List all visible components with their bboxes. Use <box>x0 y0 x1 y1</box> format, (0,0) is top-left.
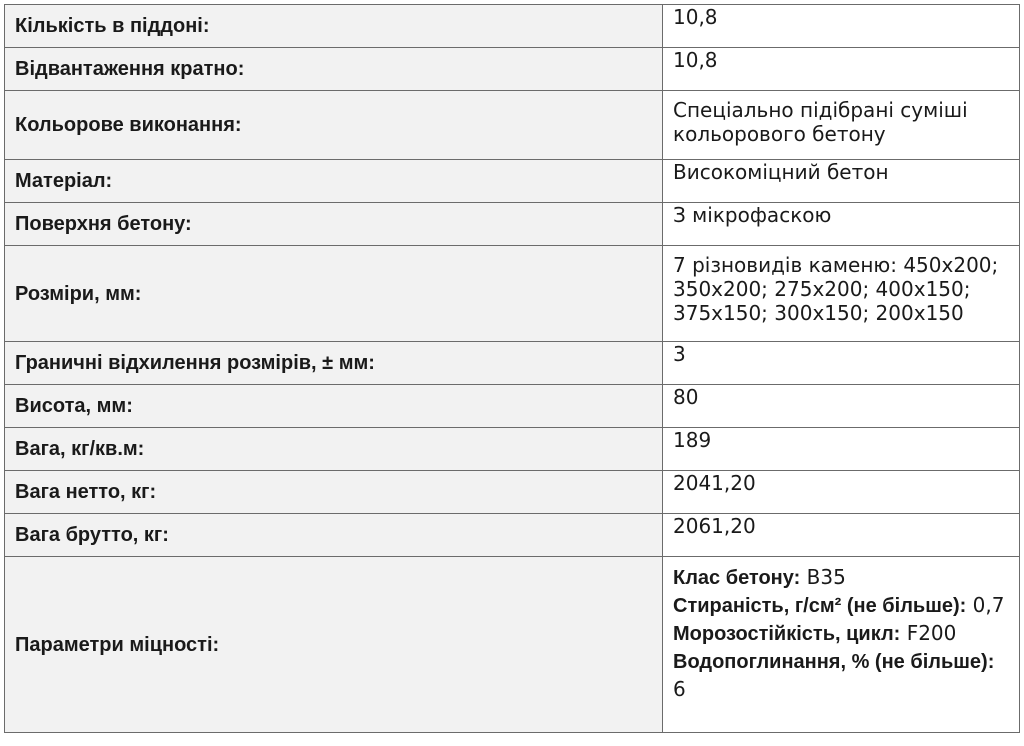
row-value: 2041,20 <box>663 471 1020 514</box>
row-label: Відвантаження кратно: <box>5 48 663 91</box>
param-name: Водопоглинання, % (не більше): <box>673 651 995 673</box>
row-value: 2061,20 <box>663 514 1020 557</box>
row-label: Кількість в піддоні: <box>5 5 663 48</box>
row-value: З мікрофаскою <box>663 203 1020 246</box>
table-row <box>5 385 1020 428</box>
table-row <box>5 5 1020 48</box>
row-value: 10,8 <box>663 5 1020 48</box>
row-label: Висота, мм: <box>5 385 663 428</box>
table-row <box>5 342 1020 385</box>
table-row <box>5 514 1020 557</box>
strength-param <box>673 592 1009 620</box>
row-label: Вага, кг/кв.м: <box>5 428 663 471</box>
param-value: B35 <box>806 565 846 589</box>
table-row <box>5 203 1020 246</box>
strength-params <box>663 557 1020 733</box>
strength-param <box>673 620 1009 648</box>
row-value: 10,8 <box>663 48 1020 91</box>
row-label: Вага брутто, кг: <box>5 514 663 557</box>
table-row <box>5 428 1020 471</box>
row-value: Високоміцний бетон <box>663 160 1020 203</box>
row-label: Граничні відхилення розмірів, ± мм: <box>5 342 663 385</box>
table-row <box>5 48 1020 91</box>
row-value: 3 <box>663 342 1020 385</box>
param-name: Клас бетону: <box>673 567 801 589</box>
row-label: Параметри міцності: <box>5 557 663 733</box>
row-label: Матеріал: <box>5 160 663 203</box>
param-name: Стираність, г/см² (не більше): <box>673 595 967 617</box>
table-row <box>5 160 1020 203</box>
row-label: Поверхня бетону: <box>5 203 663 246</box>
table-row <box>5 91 1020 160</box>
param-value: 6 <box>673 677 686 701</box>
row-label: Розміри, мм: <box>5 246 663 342</box>
strength-param <box>673 648 1009 703</box>
table-row-strength <box>5 557 1020 733</box>
spec-table <box>4 4 1020 733</box>
param-value: F200 <box>906 621 957 645</box>
param-name: Морозостійкість, цикл: <box>673 623 901 645</box>
row-value: Спеціально підібрані суміші кольорового бетону <box>663 91 1020 160</box>
row-value: 7 різновидів каменю: 450x200; 350x200; 275x200; 400x150; 375x150; 300x150; 200x150 <box>663 246 1020 342</box>
row-value: 80 <box>663 385 1020 428</box>
table-row <box>5 471 1020 514</box>
row-label: Кольорове виконання: <box>5 91 663 160</box>
strength-param <box>673 564 1009 592</box>
table-row <box>5 246 1020 342</box>
row-value: 189 <box>663 428 1020 471</box>
row-label: Вага нетто, кг: <box>5 471 663 514</box>
param-value: 0,7 <box>972 593 1005 617</box>
